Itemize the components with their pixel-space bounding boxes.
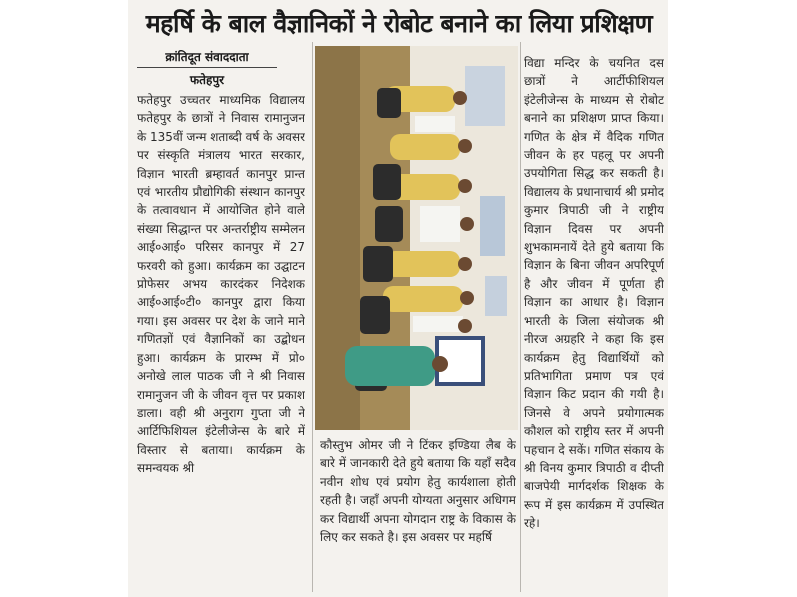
dateline: फतेहपुर xyxy=(189,73,225,87)
article-column-3: विद्या मन्दिर के चयनित दस छात्रों ने आर्टीफीशियल इंटेलीजेन्स के माध्यम से रोबोट बनाने का प्रशिक्षण प्राप्त किया। गणित के क्षेत्र में वैदिक गणित जीवन के हर पहलू पर अपनी उपयोगिता सिद्ध कर सकती है। विद्यालय के प्रधानाचार्य श्री प्रमोद कुमार त्रिपाठी जी ने राष्ट्रीय विज्ञान दिवस पर अपनी शुभकामनायें देते हुये बताया कि विज्ञान के बिना जीवन अपरिपूर्ण है और जीवन में पूर्णता ही विज्ञान का आधार है। विज्ञान भारती के जिला संयोजक श्री नीरज अग्रहरि ने कहा कि इस कार्यक्रम हेतु विद्यार्थियों को प्रतिभागिता प्रमाण पत्र एवं विज्ञान किट प्रदान की गयी है। जिनसे वे अपने प्रयोगात्मक कौशल को राष्ट्रीय स्तर में अपनी पहचान दे सकें। गणित संकाय के श्री विनय कुमार त्रिपाठी व दीप्ती बाजपेयी मार्गदर्शक शिक्षक के रूप में इस कार्यक्रम में उपस्थित रहे। xyxy=(524,56,664,531)
news-photo xyxy=(315,46,518,430)
reporter-credit: क्रांतिदूत संवाददाता xyxy=(137,48,277,68)
byline-block xyxy=(137,48,277,88)
column-divider xyxy=(520,42,521,592)
students-group-photo xyxy=(315,46,518,430)
article-column-middle: कौस्तुभ ओमर जी ने टिंकर इण्डिया लैब के बारे में जानकारी देते हुये बताया कि यहाँ सदैव नवीन शोध एवं प्रयोग हेतु कार्यशाला होती रहती है। जहाँ अपनी योग्यता अनुसार अधिगम कर विद्यार्थी अपना योगदान राष्ट्र के विकास के लिए कर सकते है। इस अवसर पर महर्षि xyxy=(320,438,516,545)
article-column-1: फतेहपुर उच्चतर माध्यमिक विद्यालय फतेहपुर के छात्रों ने निवास रामानुजन के 135वीं जन्म शताब्दी वर्ष के अवसर पर संस्कृति मंत्रालय भारत सरकार, विज्ञान भारती ब्रम्हावर्त कानपुर प्रान्त एवं भारतीय प्रौद्योगिकी संस्थान कानपुर के तत्वावधान में आयोजित होने वाले संख्या सिद्धान्त पर अन्तर्राष्ट्रीय सम्मेलन आई०आई० परिसर कानपुर में 27 फरवरी को हुआ। कार्यक्रम का उद्घाटन प्रोफेसर अभय कारदंकर निदेशक आई०आई०टी० कानपुर द्वारा किया गया। इस अवसर पर देश के जाने माने गणितज्ञों एवं वैज्ञानिकों का उद्बोधन हुआ। कार्यक्रम के प्रारम्भ में प्रो० अनोखे लाल पाठक जी ने श्री निवास रामानुजन जी के जीवन वृत्त पर प्रकाश डाला। वही श्री अनुराग गुप्ता जी ने आर्टिफिशियल इंटेलीजेन्स के बारे में विस्तार से बताया। कार्यक्रम के समन्वयक श्री xyxy=(137,93,305,476)
headline: महर्षि के बाल वैज्ञानिकों ने रोबोट बनाने का लिया प्रशिक्षण xyxy=(145,9,653,38)
column-divider xyxy=(312,42,313,592)
